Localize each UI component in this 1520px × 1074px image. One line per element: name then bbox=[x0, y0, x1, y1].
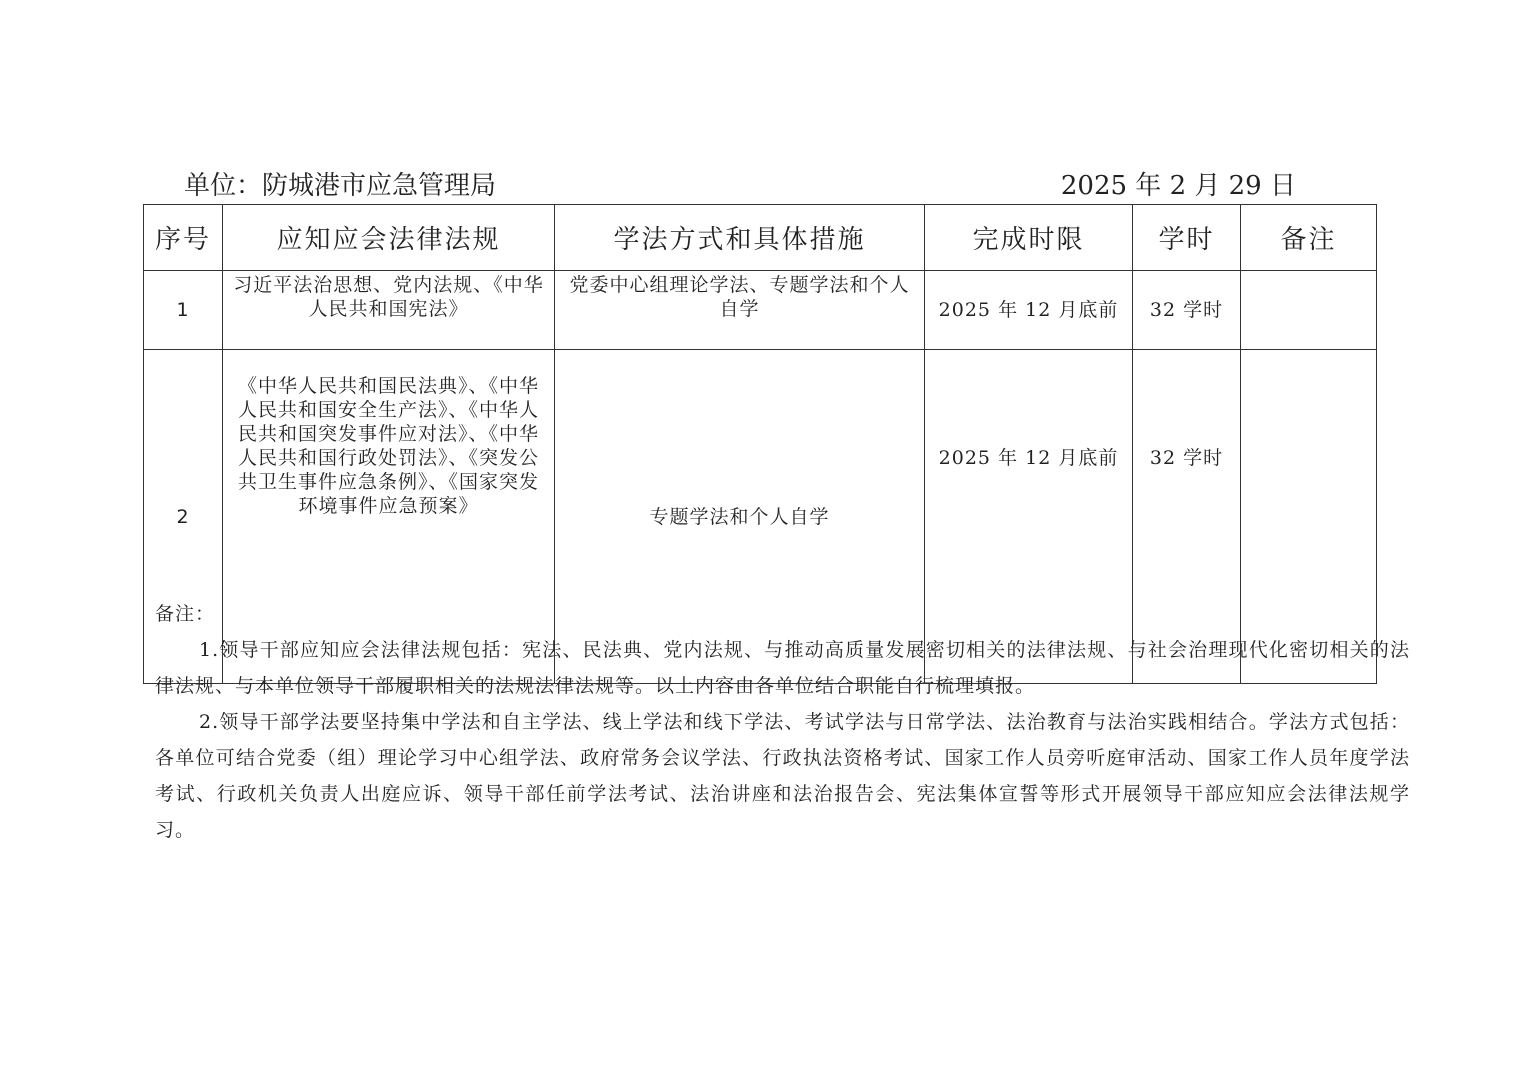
cell-remark bbox=[1241, 271, 1377, 350]
cell-hours: 32 学时 bbox=[1133, 350, 1241, 684]
cell-seq: 1 bbox=[144, 271, 223, 350]
column-header-hours: 学时 bbox=[1133, 205, 1241, 271]
cell-method: 党委中心组理论学法、专题学法和个人自学 bbox=[555, 271, 925, 350]
note-item: 1.领导干部应知应会法律法规包括：宪法、民法典、党内法规、与推动高质量发展密切相关的法律法规、与社会治理现代化密切相关的法律法规、与本单位领导干部履职相关的法规法律法规等。以上内容由各单位结合职能自行梳理填报。 bbox=[155, 639, 1410, 697]
column-header-method: 学法方式和具体措施 bbox=[555, 205, 925, 271]
unit-label: 单位：防城港市应急管理局 bbox=[184, 171, 497, 201]
cell-laws: 《中华人民共和国民法典》、《中华人民共和国安全生产法》、《中华人民共和国突发事件应对法》、《中华人民共和国行政处罚法》、《突发公共卫生事件应急条例》、《国家突发环境事件应急预案》 bbox=[223, 350, 555, 684]
cell-seq: 2 bbox=[144, 350, 223, 684]
cell-deadline: 2025 年 12 月底前 bbox=[925, 271, 1133, 350]
column-header-seq: 序号 bbox=[144, 205, 223, 271]
document-header bbox=[184, 168, 1296, 204]
column-header-laws: 应知应会法律法规 bbox=[223, 205, 555, 271]
date-label: 2025 年 2 月 29 日 bbox=[1060, 171, 1296, 201]
cell-hours: 32 学时 bbox=[1133, 271, 1241, 350]
note-item: 2.领导干部学法要坚持集中学法和自主学法、线上学法和线下学法、考试学法与日常学法、法治教育与法治实践相结合。学法方式包括：各单位可结合党委（组）理论学习中心组学法、政府常务会议学法、行政执法资格考试、国家工作人员旁听庭审活动、国家工作人员年度学法考试、行政机关负责人出庭应诉、领导干部任前学法考试、法治讲座和法治报告会、宪法集体宣誓等形式开展领导干部应知应会法律法规学习。 bbox=[155, 711, 1410, 841]
notes-section bbox=[155, 596, 1410, 848]
cell-method: 专题学法和个人自学 bbox=[555, 350, 925, 684]
notes-title: 备注： bbox=[155, 603, 216, 625]
table-row bbox=[144, 271, 1377, 350]
table-header-row bbox=[144, 205, 1377, 271]
column-header-remark: 备注 bbox=[1241, 205, 1377, 271]
cell-deadline: 2025 年 12 月底前 bbox=[925, 350, 1133, 684]
column-header-deadline: 完成时限 bbox=[925, 205, 1133, 271]
cell-laws: 习近平法治思想、党内法规、《中华人民共和国宪法》 bbox=[223, 271, 555, 350]
